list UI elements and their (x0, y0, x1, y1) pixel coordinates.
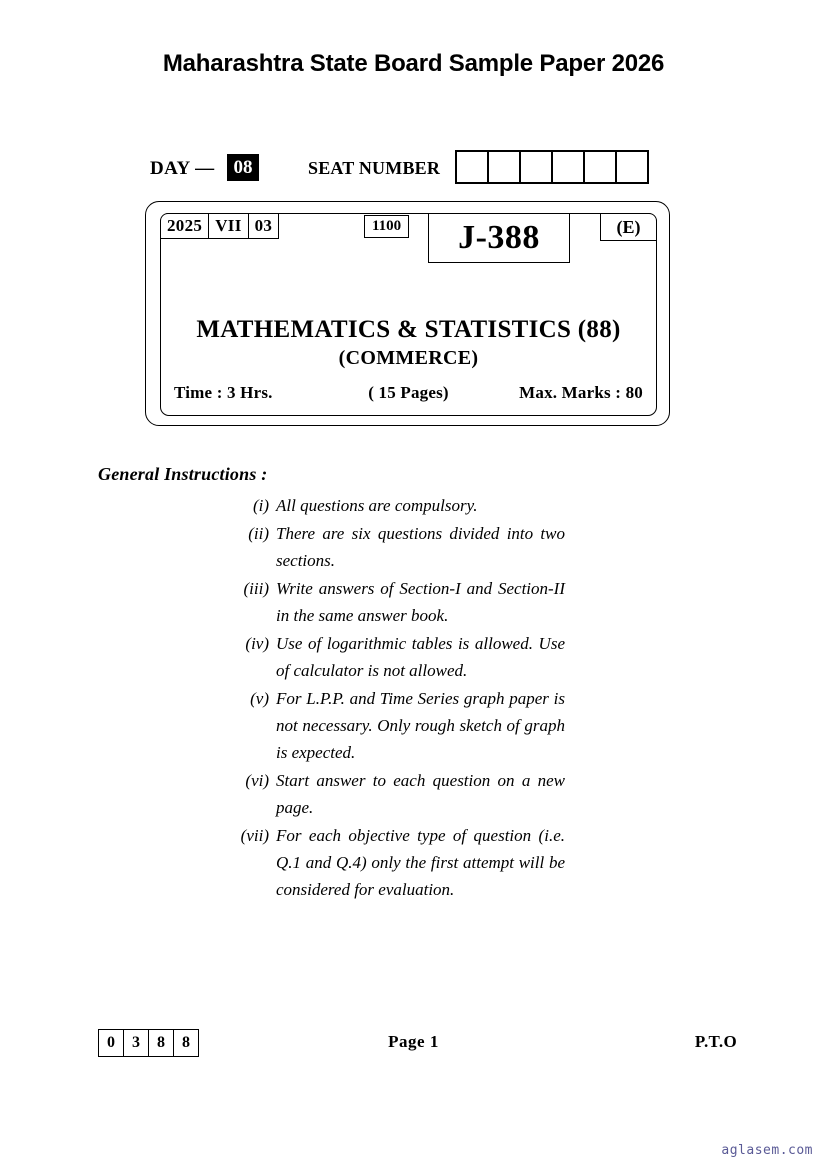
subject-stream: (COMMERCE) (338, 347, 479, 369)
instruction-number: (ii) (248, 524, 269, 543)
instruction-item (225, 822, 565, 903)
instruction-number: (iii) (243, 579, 269, 598)
instruction-text: Use of logarithmic tables is allowed. Use of calculator is not allowed. (276, 634, 565, 680)
seat-number-cell[interactable] (553, 152, 585, 182)
instruction-item (225, 520, 565, 574)
watermark: aglasem.com (721, 1143, 813, 1158)
instruction-number: (v) (250, 689, 269, 708)
instruction-text: Start answer to each question on a new page. (276, 771, 565, 817)
instruction-item (225, 630, 565, 684)
seat-number-cell[interactable] (521, 152, 553, 182)
instruction-text: For L.P.P. and Time Series graph paper is not necessary. Only rough sketch of graph is expected. (276, 689, 565, 762)
page-title: Maharashtra State Board Sample Paper 2026 (162, 50, 665, 77)
instruction-text: Write answers of Section-I and Section-II in the same answer book. (276, 579, 565, 625)
seat-number-cell[interactable] (617, 152, 647, 182)
exam-year-cell: 2025 (161, 214, 209, 238)
page-number: Page 1 (388, 1032, 439, 1051)
seat-number-boxes[interactable] (455, 150, 649, 184)
day-value-badge: 08 (227, 154, 259, 181)
exam-header-outer-box (145, 201, 670, 426)
instruction-number: (iv) (245, 634, 269, 653)
exam-serial-number: 1100 (364, 215, 409, 238)
exam-roman-cell: VII (209, 214, 248, 238)
seat-number-cell[interactable] (489, 152, 521, 182)
instruction-item (225, 685, 565, 766)
exam-meta-row (161, 383, 656, 405)
seat-number-cell[interactable] (585, 152, 617, 182)
seat-number-label: SEAT NUMBER (308, 158, 441, 178)
paper-code-box: J-388 (428, 213, 570, 263)
footer-code-digit: 0 (99, 1030, 124, 1056)
instruction-text: For each objective type of question (i.e. Q.1 and Q.4) only the first attempt will be considered for evaluation. (276, 826, 565, 899)
instruction-item (225, 575, 565, 629)
exam-max-marks: Max. Marks : 80 (519, 383, 643, 402)
day-label: DAY — (150, 158, 215, 179)
subject-title: MATHEMATICS & STATISTICS (88) (196, 316, 621, 343)
general-instructions-heading: General Instructions : (98, 464, 268, 484)
instruction-number: (vi) (245, 771, 269, 790)
instruction-number: (vii) (240, 826, 269, 845)
footer-code-digit: 8 (149, 1030, 174, 1056)
footer-code-digit: 8 (182, 1034, 190, 1051)
footer-code-digit: 3 (124, 1030, 149, 1056)
instruction-number: (i) (252, 496, 269, 515)
seat-number-cell[interactable] (457, 152, 489, 182)
exam-day-code-cell: 03 (254, 216, 273, 235)
medium-code-box: (E) (600, 213, 657, 241)
instruction-item (225, 492, 565, 519)
instruction-text: There are six questions divided into two sections. (276, 524, 565, 570)
exam-duration: Time : 3 Hrs. (174, 383, 273, 402)
instruction-item (225, 767, 565, 821)
instruction-text: All questions are compulsory. (276, 496, 478, 515)
exam-code-group (160, 213, 279, 239)
exam-page-count: ( 15 Pages) (368, 383, 449, 402)
day-seat-row (150, 150, 670, 186)
general-instructions-list (225, 492, 565, 904)
exam-header-inner-box (160, 213, 657, 416)
pto-label: P.T.O (694, 1032, 737, 1051)
